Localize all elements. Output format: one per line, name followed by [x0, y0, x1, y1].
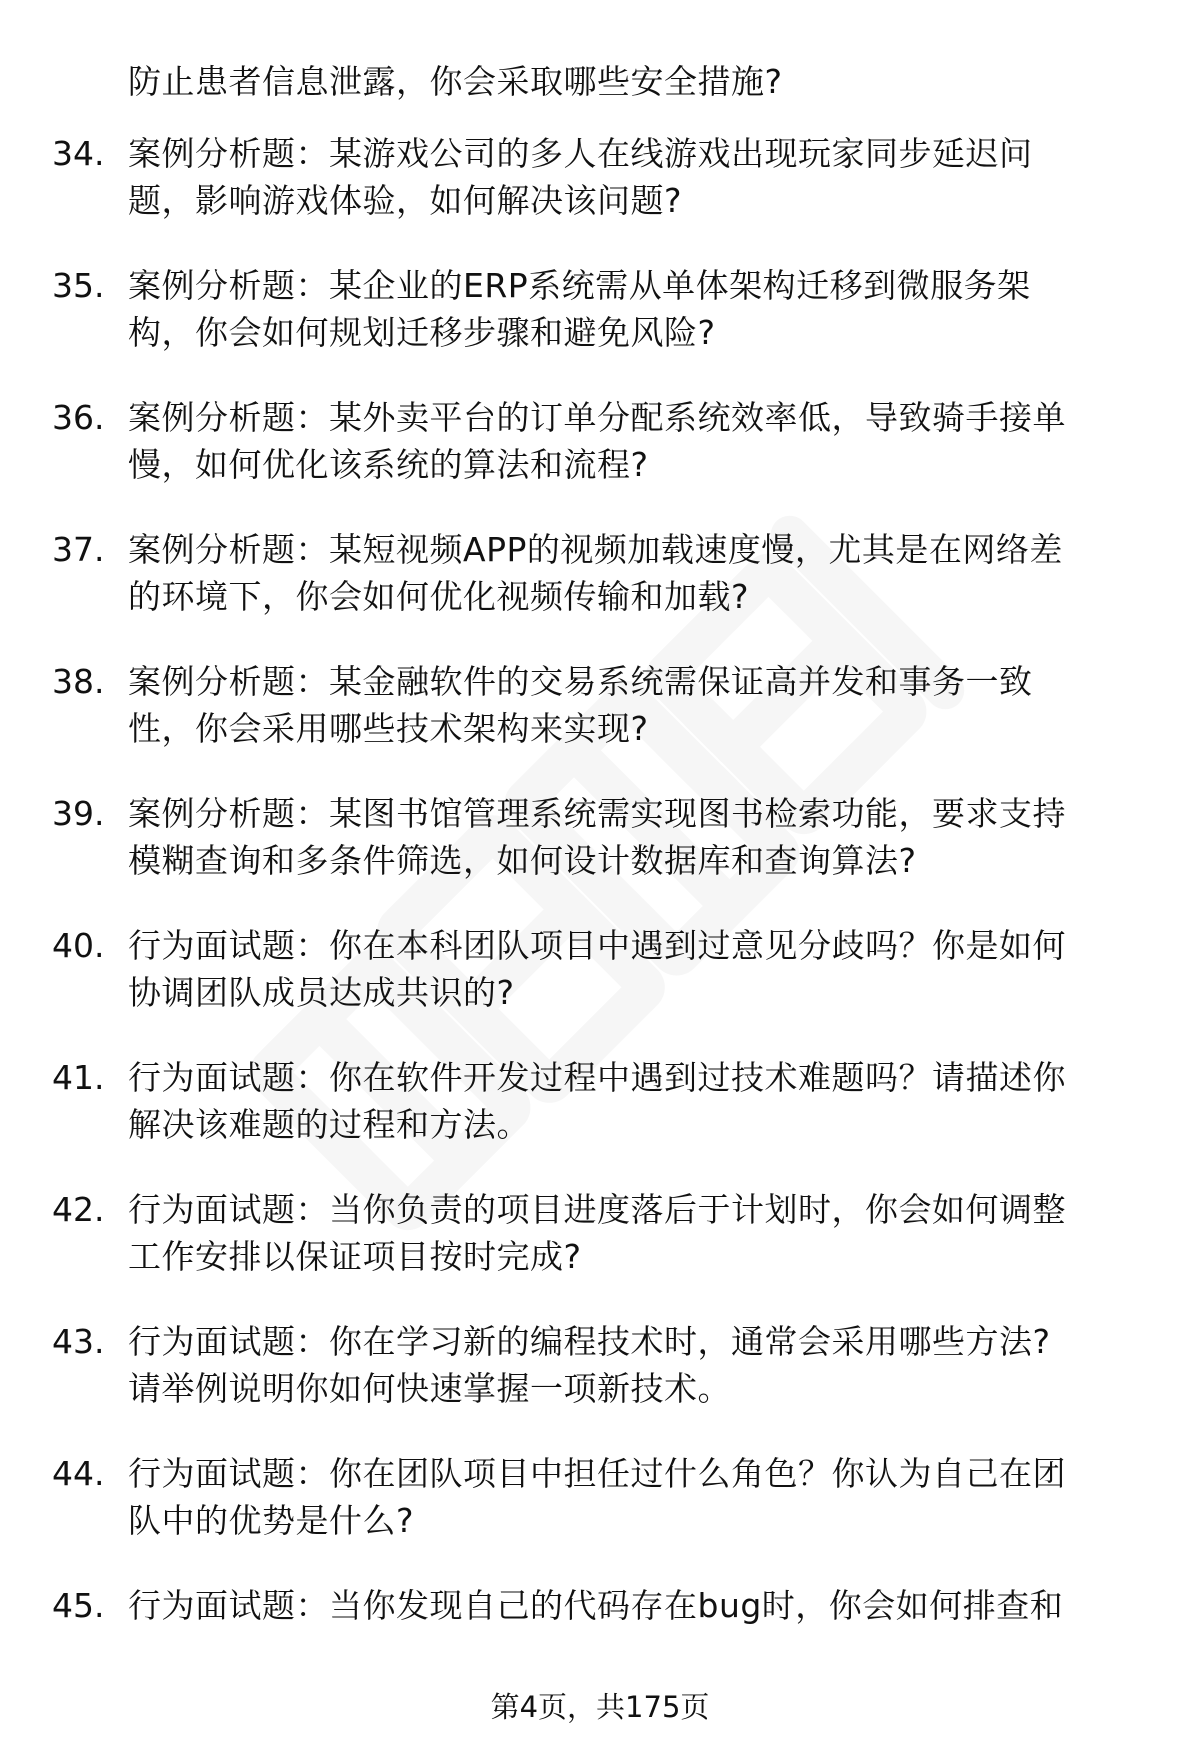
question-number: 36. [52, 398, 105, 437]
question-text-line: 行为面试题：当你负责的项目进度落后于计划时，你会如何调整 [128, 1190, 1066, 1229]
question-number: 42. [52, 1190, 105, 1229]
question-text-line: 协调团队成员达成共识的? [128, 973, 515, 1012]
question-number: 38. [52, 662, 105, 701]
question-text-line: 队中的优势是什么? [128, 1501, 415, 1540]
question-text-line: 案例分析题：某图书馆管理系统需实现图书检索功能，要求支持 [128, 794, 1066, 833]
question-text-line: 行为面试题：你在学习新的编程技术时，通常会采用哪些方法? [128, 1322, 1051, 1361]
question-text-line: 案例分析题：某游戏公司的多人在线游戏出现玩家同步延迟问 [128, 134, 1033, 173]
question-text-line: 行为面试题：你在软件开发过程中遇到过技术难题吗？请描述你 [128, 1058, 1066, 1097]
question-number: 44. [52, 1454, 105, 1493]
question-text-line: 解决该难题的过程和方法。 [128, 1105, 530, 1144]
question-text-line: 工作安排以保证项目按时完成? [128, 1237, 582, 1276]
question-text-line: 请举例说明你如何快速掌握一项新技术。 [128, 1369, 731, 1408]
question-number: 35. [52, 266, 105, 305]
question-text-line: 的环境下，你会如何优化视频传输和加载? [128, 577, 750, 616]
question-text-line: 行为面试题：你在团队项目中担任过什么角色？你认为自己在团 [128, 1454, 1066, 1493]
question-number: 45. [52, 1586, 105, 1625]
question-text-line: 案例分析题：某企业的ERP系统需从单体架构迁移到微服务架 [128, 266, 1031, 305]
question-text-line: 行为面试题：当你发现自己的代码存在bug时，你会如何排查和 [128, 1586, 1064, 1625]
question-text-line: 题，影响游戏体验，如何解决该问题? [128, 181, 683, 220]
question-text-line: 行为面试题：你在本科团队项目中遇到过意见分歧吗？你是如何 [128, 926, 1066, 965]
page-footer: 第4页，共175页 [490, 1690, 710, 1724]
question-number: 39. [52, 794, 105, 833]
question-number: 37. [52, 530, 105, 569]
continued-question-text: 防止患者信息泄露，你会采取哪些安全措施? [128, 62, 783, 101]
question-number: 43. [52, 1322, 105, 1361]
question-text-line: 案例分析题：某金融软件的交易系统需保证高并发和事务一致 [128, 662, 1033, 701]
question-text-line: 案例分析题：某短视频APP的视频加载速度慢，尤其是在网络差 [128, 530, 1063, 569]
question-number: 34. [52, 134, 105, 173]
question-text-line: 构，你会如何规划迁移步骤和避免风险? [128, 313, 716, 352]
question-text-line: 案例分析题：某外卖平台的订单分配系统效率低，导致骑手接单 [128, 398, 1066, 437]
question-text-line: 性，你会采用哪些技术架构来实现? [128, 709, 649, 748]
question-text-line: 模糊查询和多条件筛选，如何设计数据库和查询算法? [128, 841, 917, 880]
question-number: 41. [52, 1058, 105, 1097]
question-number: 40. [52, 926, 105, 965]
question-text-line: 慢，如何优化该系统的算法和流程? [128, 445, 649, 484]
